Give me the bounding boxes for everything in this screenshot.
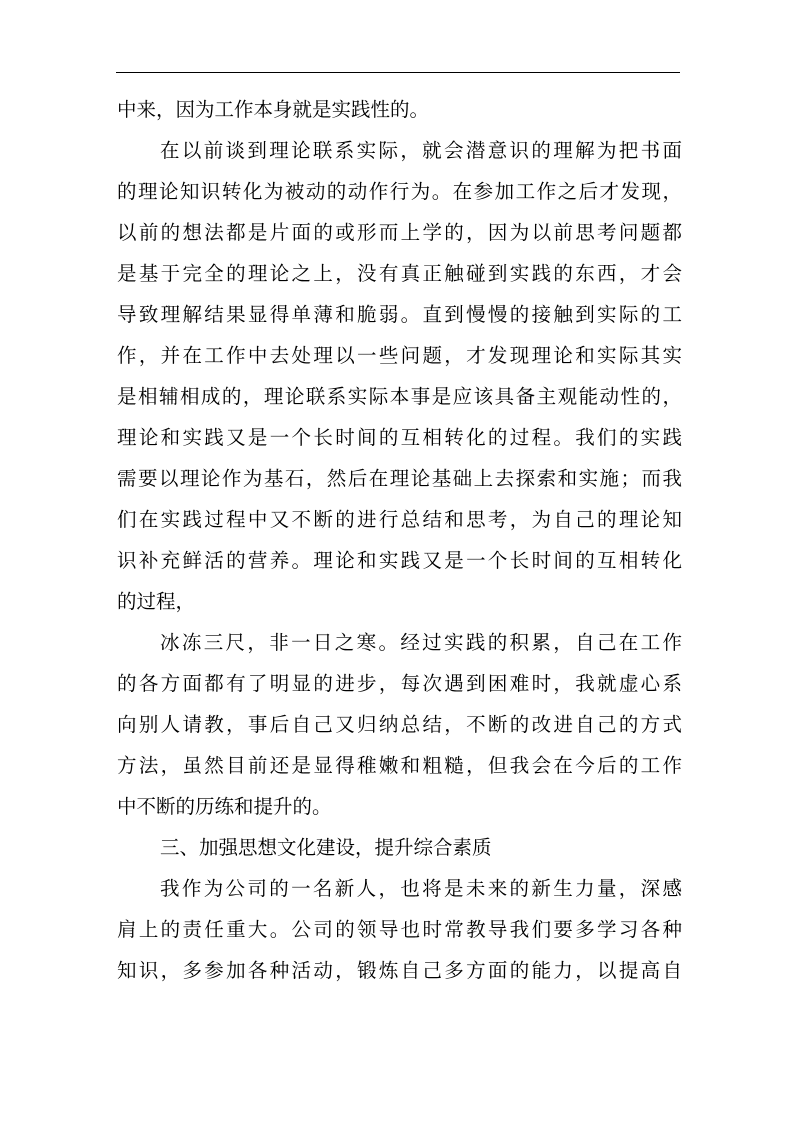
text-line: 肩上的责任重大。公司的领导也时常教导我们要多学习各种 <box>117 918 682 941</box>
text-line: 是相辅相成的，理论联系实际本事是应该具备主观能动性的， <box>117 385 682 408</box>
header-rule <box>116 72 680 73</box>
text-line: 导致理解结果显得单薄和脆弱。直到慢慢的接触到实际的工 <box>117 303 682 326</box>
section-heading: 三、加强思想文化建设，提升综合素质 <box>160 836 492 859</box>
text-line: 向别人请教，事后自己又归纳总结，不断的改进自己的方式 <box>117 713 682 736</box>
text-line: 方法，虽然目前还是显得稚嫩和粗糙，但我会在今后的工作 <box>117 754 682 777</box>
text-line: 是基于完全的理论之上，没有真正触碰到实践的东西，才会 <box>117 262 682 285</box>
paragraph-first-line: 在以前谈到理论联系实际，就会潜意识的理解为把书面 <box>160 139 682 162</box>
text-line: 需要以理论作为基石，然后在理论基础上去探索和实施；而我 <box>117 467 682 490</box>
text-line: 理论和实践又是一个长时间的互相转化的过程。我们的实践 <box>117 426 682 449</box>
document-body <box>117 89 682 991</box>
paragraph-first-line: 冰冻三尺，非一日之寒。经过实践的积累，自己在工作 <box>160 631 682 654</box>
text-line: 以前的想法都是片面的或形而上学的，因为以前思考问题都 <box>117 221 682 244</box>
paragraph-first-line: 我作为公司的一名新人，也将是未来的新生力量，深感 <box>160 877 682 900</box>
text-line: 中来，因为工作本身就是实践性的。 <box>117 98 430 121</box>
text-line: 的各方面都有了明显的进步，每次遇到困难时，我就虚心系 <box>117 672 682 695</box>
text-line: 们在实践过程中又不断的进行总结和思考，为自己的理论知 <box>117 508 682 531</box>
text-line: 的过程， <box>117 590 196 613</box>
text-line: 作，并在工作中去处理以一些问题，才发现理论和实际其实 <box>117 344 682 367</box>
text-line: 的理论知识转化为被动的动作行为。在参加工作之后才发现， <box>117 180 682 203</box>
text-line: 知识，多参加各种活动，锻炼自己多方面的能力，以提高自 <box>117 959 682 982</box>
text-line: 中不断的历练和提升的。 <box>117 795 332 818</box>
text-line: 识补充鲜活的营养。理论和实践又是一个长时间的互相转化 <box>117 549 682 572</box>
